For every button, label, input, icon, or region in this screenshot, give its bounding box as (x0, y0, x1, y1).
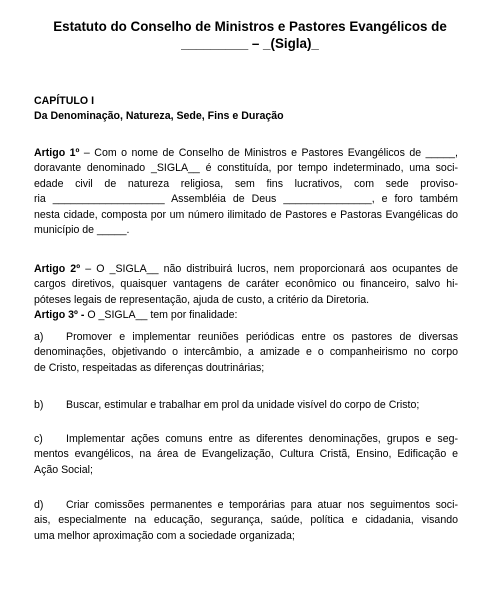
chapter-number: CAPÍTULO I (34, 95, 95, 107)
article-3-text: O _SIGLA__ tem por finalidade: (84, 309, 238, 322)
article-1-line-6: município de _____. (34, 224, 130, 237)
article-2-label: Artigo 2º (34, 263, 81, 275)
list-item-c-letter: c) (34, 433, 43, 445)
list-item-a-line-1: Promover e implementar reuniões periódicas entre os pastores de diversas (66, 331, 458, 343)
list-item-c (34, 432, 458, 478)
list-item-a-line-3: de Cristo, respeitadas as diferenças doutrinárias; (34, 361, 265, 374)
chapter-heading (34, 94, 458, 125)
list-item-b-line-1: Buscar, estimular e trabalhar em prol da unidade visível do corpo de Cristo; (66, 399, 420, 411)
list-item-d-line-2: ais, especialmente na educação, segurança, saúde, política e cidadania, visando (34, 514, 458, 527)
list-item-d (34, 498, 458, 544)
list-item-a (34, 330, 458, 376)
list-item-c-line-3: Ação Social; (34, 463, 93, 476)
list-item-a-line-2: denominações, objetivando o intercâmbio, a amizade e o companheirismo no corpo (34, 346, 458, 359)
list-item-a-letter: a) (34, 331, 44, 343)
article-1-line-1: – Com o nome de Conselho de Ministros e Pastores Evangélicos de _____, (83, 147, 459, 159)
list-item-d-letter: d) (34, 499, 44, 511)
article-2 (34, 262, 458, 324)
chapter-subtitle: Da Denominação, Natureza, Sede, Fins e Duração (34, 110, 284, 123)
list-item-c-line-2: mentos evangélicos, na área de Evangelização, Cultura Cristã, Ensino, Edificação e (34, 448, 458, 461)
list-item-d-line-1: Criar comissões permanentes e temporárias para atuar nos seguimentos soci- (66, 499, 458, 511)
article-2-line-1: – O _SIGLA__ não distribuirá lucros, nem proporcionará aos ocupantes de (85, 263, 458, 275)
article-1 (34, 146, 458, 238)
article-3-label: Artigo 3º - (34, 309, 85, 322)
list-item-b (34, 398, 458, 413)
article-1-line-5: nesta cidade, composta por um número ilimitado de Pastores e Pastoras Evangélicas do (34, 208, 458, 221)
title-line-2: _________ – _(Sigla)_ (181, 36, 319, 51)
article-2-line-3: póteses legais de representação, ajuda de custo, a critério da Diretoria. (34, 293, 370, 306)
title-line-1: Estatuto do Conselho de Ministros e Pastores Evangélicos de (53, 19, 447, 34)
article-1-label: Artigo 1º (34, 147, 80, 159)
list-item-d-line-3: uma melhor aproximação com a sociedade organizada; (34, 529, 295, 542)
article-1-line-3: edade civil de natureza religiosa, sem fins lucrativos, com sede proviso- (34, 177, 458, 190)
article-1-line-2: doravante denominado _SIGLA__ é constituída, por tempo indeterminado, uma soci- (34, 162, 458, 175)
article-1-line-4: ria ___________________ Assembléia de Deus _______________, e foro também (34, 193, 458, 206)
list-item-b-letter: b) (34, 399, 44, 411)
document-title (30, 18, 470, 52)
article-2-line-2: cargos diretivos, quaisquer vantagens de caráter econômico ou financeiro, salvo hi- (34, 278, 458, 291)
list-item-c-line-1: Implementar ações comuns entre as diferentes denominações, grupos e seg- (66, 433, 458, 445)
